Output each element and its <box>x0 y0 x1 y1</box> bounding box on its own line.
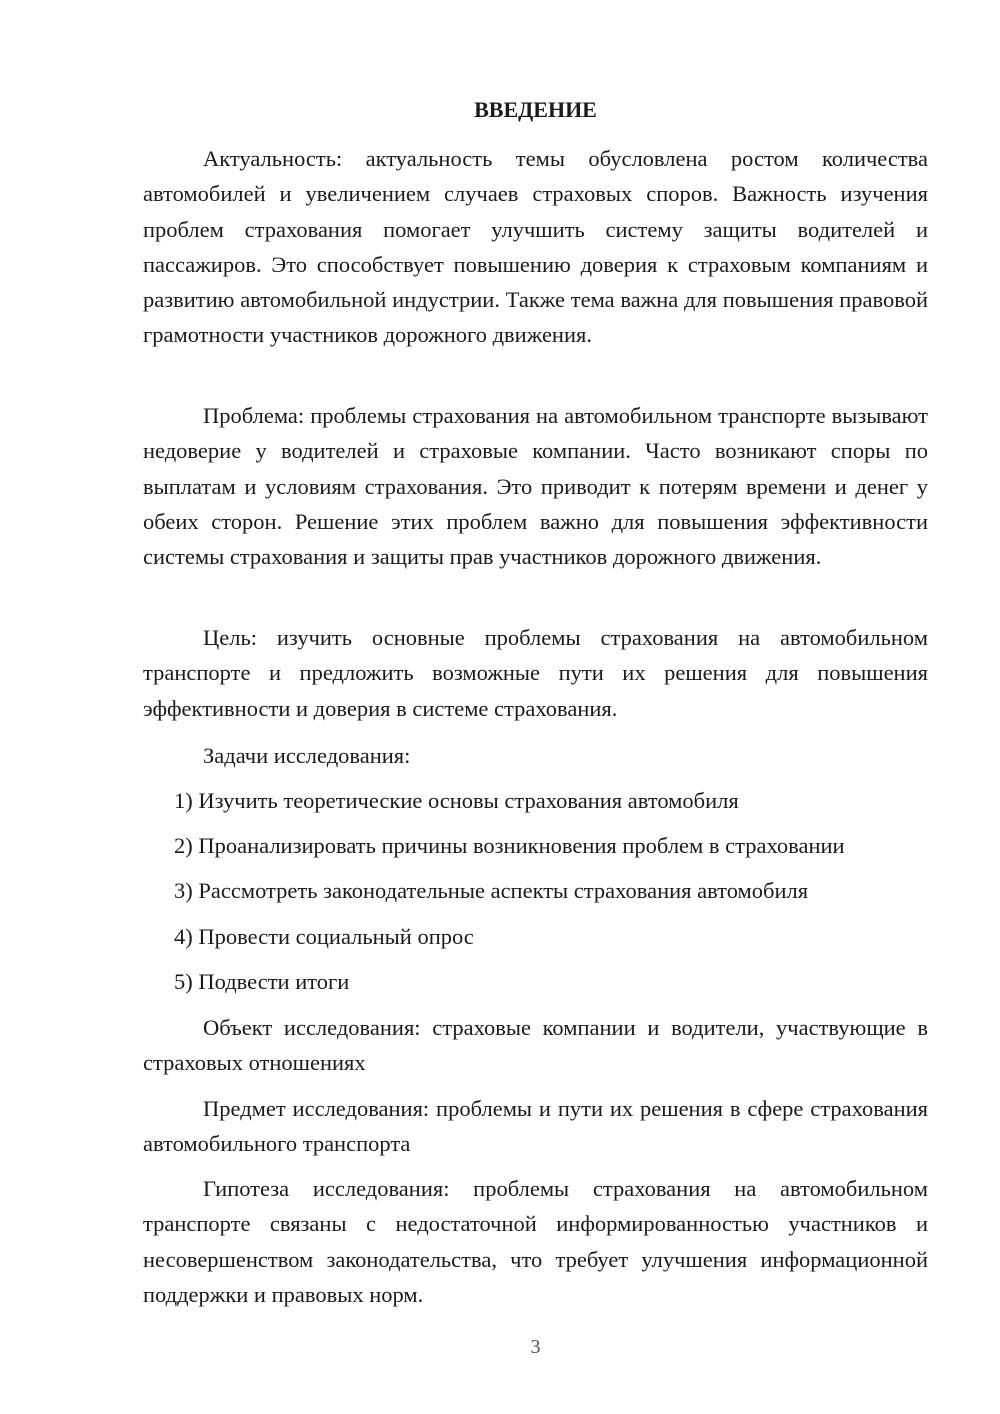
task-item-2: 2) Проанализировать причины возникновения проблем в страховании <box>174 833 845 858</box>
task-item-1: 1) Изучить теоретические основы страхования автомобиля <box>174 788 739 813</box>
subject-paragraph: Предмет исследования: проблемы и пути их решения в сфере страхования автомобильного транспорта <box>143 1096 928 1157</box>
page-number: 3 <box>530 1336 541 1358</box>
section-title: ВВЕДЕНИЕ <box>474 97 597 122</box>
document-page <box>143 0 928 1414</box>
task-item-3: 3) Рассмотреть законодательные аспекты страхования автомобиля <box>174 878 809 903</box>
tasks-heading: Задачи исследования: <box>203 743 411 768</box>
problem-paragraph: Проблема: проблемы страхования на автомобильном транспорте вызывают недоверие у водителей и страховые компании. Часто возникают споры по выплатам и условиям страхования. Это приводит к потерям времени и денег у обеих сторон. Решение этих проблем важно для повышения эффективности системы страхования и защиты прав участников дорожного движения. <box>143 403 928 570</box>
task-item-5: 5) Подвести итоги <box>174 969 350 994</box>
goal-paragraph: Цель: изучить основные проблемы страхования на автомобильном транспорте и предложить возможные пути их решения для повышения эффективности и доверия в системе страхования. <box>143 625 928 721</box>
hypothesis-paragraph: Гипотеза исследования: проблемы страхования на автомобильном транспорте связаны с недостаточной информированностью участников и несовершенством законодательства, что требует улучшения информационной поддержки и правовых норм. <box>143 1176 928 1307</box>
relevance-paragraph: Актуальность: актуальность темы обусловлена ростом количества автомобилей и увеличением случаев страховых споров. Важность изучения проблем страхования помогает улучшить систему защиты водителей и пассажиров. Это способствует повышению доверия к страховым компаниям и развитию автомобильной индустрии. Также тема важна для повышения правовой грамотности участников дорожного движения. <box>143 146 928 348</box>
object-paragraph: Объект исследования: страховые компании и водители, участвующие в страховых отношениях <box>143 1015 928 1076</box>
task-item-4: 4) Провести социальный опрос <box>174 924 474 949</box>
